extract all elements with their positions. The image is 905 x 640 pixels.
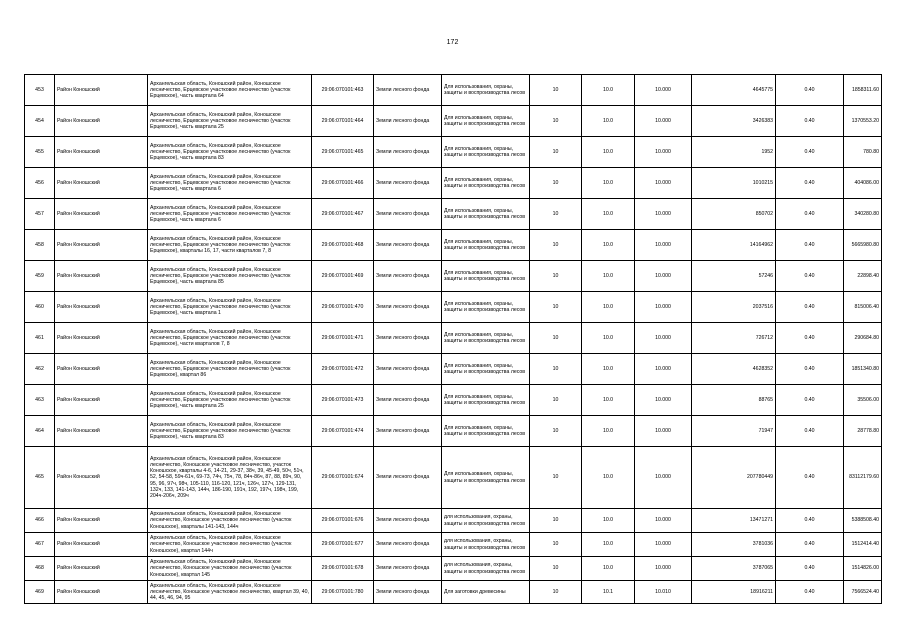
value-cell-1: 10 [530, 168, 582, 199]
row-number-cell: 460 [25, 292, 55, 323]
value-cell-3: 10.000 [635, 261, 692, 292]
permitted-use-cell: для использования, охраны, защиты и воспроизводства лесов [442, 509, 530, 533]
page-number: 172 [446, 39, 459, 46]
rate-cell: 0.40 [776, 416, 844, 447]
district-cell: Район Коношский [55, 533, 148, 557]
row-number-cell: 464 [25, 416, 55, 447]
sum-cell: 35506.00 [844, 385, 882, 416]
location-cell: Архангельская область, Коношский район, Коношское лесничество, Ерцевское участковое лесничество (участок Ерцевское), кварталы 16, 17, части кварталов 7, 8 [148, 230, 312, 261]
row-number-cell: 454 [25, 106, 55, 137]
value-cell-1: 10 [530, 292, 582, 323]
value-cell-2: 10.0 [582, 261, 635, 292]
table-row [25, 106, 882, 137]
value-cell-2: 10.0 [582, 75, 635, 106]
district-cell: Район Коношский [55, 230, 148, 261]
location-cell: Архангельская область, Коношский район, Коношское лесничество, Ерцевское участковое лесничество (участок Ерцевское), часть квартала 85 [148, 261, 312, 292]
area-cell: 3781036 [692, 533, 776, 557]
table-row [25, 385, 882, 416]
sum-cell: 290684.80 [844, 323, 882, 354]
land-category-cell: Земли лесного фонда [374, 557, 442, 581]
cadastral-number-cell: 29:06:070101:464 [312, 106, 374, 137]
rate-cell: 0.40 [776, 557, 844, 581]
row-number-cell: 453 [25, 75, 55, 106]
cadastral-number-cell: 29:06:070101:677 [312, 533, 374, 557]
land-category-cell: Земли лесного фонда [374, 385, 442, 416]
row-number-cell: 468 [25, 557, 55, 581]
sum-cell: 83112179.60 [844, 447, 882, 509]
district-cell: Район Коношский [55, 447, 148, 509]
land-category-cell: Земли лесного фонда [374, 168, 442, 199]
table-row [25, 509, 882, 533]
value-cell-1: 10 [530, 416, 582, 447]
sum-cell: 1512414.40 [844, 533, 882, 557]
value-cell-3: 10.000 [635, 533, 692, 557]
location-cell: Архангельская область, Коношский район, Коношское лесничество, Коношское участковое лесничество (участок Коношское), квартал 144ч [148, 533, 312, 557]
value-cell-3: 10.000 [635, 168, 692, 199]
location-cell: Архангельская область, Коношский район, Коношское лесничество, Ерцевское участковое лесничество (участок Ерцевское), часть квартала 1 [148, 292, 312, 323]
value-cell-2: 10.0 [582, 137, 635, 168]
value-cell-2: 10.0 [582, 106, 635, 137]
sum-cell: 780.80 [844, 137, 882, 168]
permitted-use-cell: Для использования, охраны, защиты и воспроизводства лесов [442, 199, 530, 230]
row-number-cell: 465 [25, 447, 55, 509]
permitted-use-cell: Для использования, охраны, защиты и воспроизводства лесов [442, 168, 530, 199]
row-number-cell: 455 [25, 137, 55, 168]
permitted-use-cell: Для использования, охраны, защиты и воспроизводства лесов [442, 385, 530, 416]
row-number-cell: 463 [25, 385, 55, 416]
row-number-cell: 456 [25, 168, 55, 199]
area-cell: 207780449 [692, 447, 776, 509]
district-cell: Район Коношский [55, 106, 148, 137]
rate-cell: 0.40 [776, 354, 844, 385]
area-cell: 1010215 [692, 168, 776, 199]
value-cell-3: 10.000 [635, 416, 692, 447]
sum-cell: 5665980.80 [844, 230, 882, 261]
parcels-table [24, 74, 882, 604]
table-row [25, 137, 882, 168]
value-cell-2: 10.0 [582, 447, 635, 509]
value-cell-2: 10.1 [582, 581, 635, 604]
value-cell-1: 10 [530, 199, 582, 230]
cadastral-number-cell: 29:06:070101:471 [312, 323, 374, 354]
value-cell-2: 10.0 [582, 292, 635, 323]
district-cell: Район Коношский [55, 581, 148, 604]
sum-cell: 7566524.40 [844, 581, 882, 604]
district-cell: Район Коношский [55, 261, 148, 292]
table-row [25, 168, 882, 199]
rate-cell: 0.40 [776, 447, 844, 509]
value-cell-1: 10 [530, 137, 582, 168]
location-cell: Архангельская область, Коношский район, Коношское лесничество, Ерцевское участковое лесничество (участок Ерцевское), часть квартала 6 [148, 168, 312, 199]
value-cell-1: 10 [530, 230, 582, 261]
location-cell: Архангельская область, Коношский район, Коношское лесничество, Ерцевское участковое лесничество (участок Ерцевское), часть квартала 6 [148, 199, 312, 230]
table-row [25, 533, 882, 557]
value-cell-3: 10.000 [635, 354, 692, 385]
value-cell-1: 10 [530, 581, 582, 604]
value-cell-2: 10.0 [582, 416, 635, 447]
land-category-cell: Земли лесного фонда [374, 416, 442, 447]
value-cell-3: 10.000 [635, 75, 692, 106]
value-cell-3: 10.000 [635, 557, 692, 581]
land-category-cell: Земли лесного фонда [374, 581, 442, 604]
value-cell-3: 10.000 [635, 199, 692, 230]
location-cell: Архангельская область, Коношский район, Коношское лесничество, Ерцевское участковое лесничество (участок Ерцевское), часть квартала 25 [148, 385, 312, 416]
sum-cell: 1370553.20 [844, 106, 882, 137]
cadastral-number-cell: 29:06:070101:676 [312, 509, 374, 533]
area-cell: 4645775 [692, 75, 776, 106]
value-cell-2: 10.0 [582, 168, 635, 199]
district-cell: Район Коношский [55, 509, 148, 533]
value-cell-3: 10.000 [635, 509, 692, 533]
cadastral-number-cell: 29:06:070101:468 [312, 230, 374, 261]
area-cell: 726712 [692, 323, 776, 354]
row-number-cell: 458 [25, 230, 55, 261]
district-cell: Район Коношский [55, 292, 148, 323]
rate-cell: 0.40 [776, 168, 844, 199]
cadastral-number-cell: 29:06:070101:678 [312, 557, 374, 581]
district-cell: Район Коношский [55, 137, 148, 168]
value-cell-1: 10 [530, 557, 582, 581]
location-cell: Архангельская область, Коношский район, Коношское лесничество, Коношское участковое лесничество (участок Коношское), кварталы 141-143, 144ч [148, 509, 312, 533]
table-row [25, 557, 882, 581]
area-cell: 88765 [692, 385, 776, 416]
district-cell: Район Коношский [55, 168, 148, 199]
cadastral-number-cell: 29:06:070101:467 [312, 199, 374, 230]
land-category-cell: Земли лесного фонда [374, 509, 442, 533]
value-cell-1: 10 [530, 75, 582, 106]
land-category-cell: Земли лесного фонда [374, 106, 442, 137]
location-cell: Архангельская область, Коношский район, Коношское лесничество, Ерцевское участковое лесничество (участок Ерцевское), часть квартала 83 [148, 137, 312, 168]
sum-cell: 1514826.00 [844, 557, 882, 581]
permitted-use-cell: Для использования, охраны, защиты и воспроизводства лесов [442, 230, 530, 261]
district-cell: Район Коношский [55, 354, 148, 385]
land-category-cell: Земли лесного фонда [374, 199, 442, 230]
area-cell: 71947 [692, 416, 776, 447]
district-cell: Район Коношский [55, 416, 148, 447]
table-row [25, 447, 882, 509]
rate-cell: 0.40 [776, 106, 844, 137]
value-cell-3: 10.000 [635, 106, 692, 137]
permitted-use-cell: Для использования, охраны, защиты и воспроизводства лесов [442, 137, 530, 168]
value-cell-3: 10.000 [635, 137, 692, 168]
area-cell: 850702 [692, 199, 776, 230]
table-row [25, 581, 882, 604]
cadastral-number-cell: 29:06:070101:472 [312, 354, 374, 385]
land-category-cell: Земли лесного фонда [374, 533, 442, 557]
value-cell-2: 10.0 [582, 354, 635, 385]
value-cell-3: 10.000 [635, 447, 692, 509]
area-cell: 14164962 [692, 230, 776, 261]
value-cell-2: 10.0 [582, 323, 635, 354]
area-cell: 4628352 [692, 354, 776, 385]
sum-cell: 28778.80 [844, 416, 882, 447]
rate-cell: 0.40 [776, 137, 844, 168]
sum-cell: 1851340.80 [844, 354, 882, 385]
value-cell-1: 10 [530, 447, 582, 509]
rate-cell: 0.40 [776, 385, 844, 416]
location-cell: Архангельская область, Коношский район, Коношское лесничество, Коношское участковое лесничество (участок Коношское), квартал 145 [148, 557, 312, 581]
cadastral-number-cell: 29:06:070101:465 [312, 137, 374, 168]
value-cell-1: 10 [530, 261, 582, 292]
sum-cell: 815006.40 [844, 292, 882, 323]
value-cell-2: 10.0 [582, 199, 635, 230]
area-cell: 3426383 [692, 106, 776, 137]
cadastral-number-cell: 29:06:070101:674 [312, 447, 374, 509]
rate-cell: 0.40 [776, 75, 844, 106]
location-cell: Архангельская область, Коношский район, Коношское лесничество, Ерцевское участковое лесничество (участок Ерцевское), часть квартала 83 [148, 416, 312, 447]
value-cell-1: 10 [530, 354, 582, 385]
sum-cell: 1858311.60 [844, 75, 882, 106]
area-cell: 2037516 [692, 292, 776, 323]
permitted-use-cell: Для использования, охраны, защиты и воспроизводства лесов [442, 354, 530, 385]
sum-cell: 340280.80 [844, 199, 882, 230]
area-cell: 1952 [692, 137, 776, 168]
value-cell-2: 10.0 [582, 557, 635, 581]
table-row [25, 416, 882, 447]
land-category-cell: Земли лесного фонда [374, 137, 442, 168]
value-cell-3: 10.000 [635, 230, 692, 261]
row-number-cell: 467 [25, 533, 55, 557]
cadastral-number-cell: 29:06:070101:474 [312, 416, 374, 447]
row-number-cell: 459 [25, 261, 55, 292]
land-category-cell: Земли лесного фонда [374, 75, 442, 106]
table-row [25, 199, 882, 230]
rate-cell: 0.40 [776, 533, 844, 557]
district-cell: Район Коношский [55, 199, 148, 230]
rate-cell: 0.40 [776, 509, 844, 533]
location-cell: Архангельская область, Коношский район, Коношское лесничество, Ерцевское участковое лесничество (участок Ерцевское), квартал 86 [148, 354, 312, 385]
location-cell: Архангельская область, Коношский район, Коношское лесничество, Ерцевское участковое лесничество (участок Ерцевское), части кварталов 7, 8 [148, 323, 312, 354]
permitted-use-cell: Для использования, охраны, защиты и воспроизводства лесов [442, 292, 530, 323]
value-cell-3: 10.000 [635, 385, 692, 416]
value-cell-2: 10.0 [582, 230, 635, 261]
location-cell: Архангельская область, Коношский район, Коношское лесничество, Ерцевское участковое лесничество (участок Ерцевское), часть квартала 25 [148, 106, 312, 137]
location-cell: Архангельская область, Коношский район, Коношское лесничество, Ерцевское участковое лесничество (участок Ерцевское), часть квартала 64 [148, 75, 312, 106]
land-category-cell: Земли лесного фонда [374, 447, 442, 509]
permitted-use-cell: Для использования, охраны, защиты и воспроизводства лесов [442, 447, 530, 509]
cadastral-number-cell: 29:06:070101:473 [312, 385, 374, 416]
cadastral-number-cell: 29:06:070101:780 [312, 581, 374, 604]
table-row [25, 75, 882, 106]
district-cell: Район Коношский [55, 323, 148, 354]
permitted-use-cell: Для использования, охраны, защиты и воспроизводства лесов [442, 416, 530, 447]
land-category-cell: Земли лесного фонда [374, 230, 442, 261]
rate-cell: 0.40 [776, 292, 844, 323]
land-category-cell: Земли лесного фонда [374, 323, 442, 354]
permitted-use-cell: Для использования, охраны, защиты и воспроизводства лесов [442, 261, 530, 292]
rate-cell: 0.40 [776, 323, 844, 354]
location-cell: Архангельская область, Коношский район, Коношское лесничество, Коношское участковое лесничество, участок Коношское, кварталы 4-6, 14-21, 29-37, 38ч, 39, 45-49, 50ч, 51ч, 52, 54-58, 59ч-61ч, 69-73, 74ч, 75ч, 78, 84ч-86ч, 87, 88, 89ч, 90, 95, 96, 97ч, 98ч, 105-110, 116-120, 121ч, 126ч, 127ч, 129-131, 132ч, 133, 141-143, 144ч, 186-190, 191ч, 192, 197ч, 198ч, 199, 204ч-206ч, 209ч [148, 447, 312, 509]
permitted-use-cell: Для использования, охраны, защиты и воспроизводства лесов [442, 75, 530, 106]
value-cell-1: 10 [530, 533, 582, 557]
value-cell-1: 10 [530, 509, 582, 533]
cadastral-number-cell: 29:06:070101:469 [312, 261, 374, 292]
row-number-cell: 462 [25, 354, 55, 385]
table-row [25, 261, 882, 292]
row-number-cell: 466 [25, 509, 55, 533]
value-cell-1: 10 [530, 323, 582, 354]
rate-cell: 0.40 [776, 230, 844, 261]
row-number-cell: 461 [25, 323, 55, 354]
area-cell: 3787065 [692, 557, 776, 581]
table-row [25, 323, 882, 354]
value-cell-2: 10.0 [582, 533, 635, 557]
permitted-use-cell: Для заготовки древесины [442, 581, 530, 604]
sum-cell: 22898.40 [844, 261, 882, 292]
value-cell-3: 10.010 [635, 581, 692, 604]
row-number-cell: 469 [25, 581, 55, 604]
permitted-use-cell: для использования, охраны, защиты и воспроизводства лесов [442, 533, 530, 557]
district-cell: Район Коношский [55, 557, 148, 581]
rate-cell: 0.40 [776, 199, 844, 230]
value-cell-1: 10 [530, 106, 582, 137]
cadastral-number-cell: 29:06:070101:463 [312, 75, 374, 106]
district-cell: Район Коношский [55, 75, 148, 106]
value-cell-2: 10.0 [582, 385, 635, 416]
value-cell-2: 10.0 [582, 509, 635, 533]
table-row [25, 230, 882, 261]
sum-cell: 5388508.40 [844, 509, 882, 533]
rate-cell: 0.40 [776, 581, 844, 604]
table-row [25, 354, 882, 385]
value-cell-1: 10 [530, 385, 582, 416]
area-cell: 13471271 [692, 509, 776, 533]
area-cell: 18916211 [692, 581, 776, 604]
permitted-use-cell: для использования, охраны, защиты и воспроизводства лесов [442, 557, 530, 581]
permitted-use-cell: Для использования, охраны, защиты и воспроизводства лесов [442, 323, 530, 354]
value-cell-3: 10.000 [635, 323, 692, 354]
sum-cell: 404086.00 [844, 168, 882, 199]
permitted-use-cell: Для использования, охраны, защиты и воспроизводства лесов [442, 106, 530, 137]
land-category-cell: Земли лесного фонда [374, 354, 442, 385]
district-cell: Район Коношский [55, 385, 148, 416]
value-cell-3: 10.000 [635, 292, 692, 323]
location-cell: Архангельская область, Коношский район, Коношское лесничество, Коношское участковое лесничество, квартал 39, 40, 44, 45, 46, 94, 95 [148, 581, 312, 604]
rate-cell: 0.40 [776, 261, 844, 292]
table-row [25, 292, 882, 323]
land-category-cell: Земли лесного фонда [374, 261, 442, 292]
cadastral-number-cell: 29:06:070101:466 [312, 168, 374, 199]
cadastral-number-cell: 29:06:070101:470 [312, 292, 374, 323]
land-category-cell: Земли лесного фонда [374, 292, 442, 323]
area-cell: 57246 [692, 261, 776, 292]
row-number-cell: 457 [25, 199, 55, 230]
